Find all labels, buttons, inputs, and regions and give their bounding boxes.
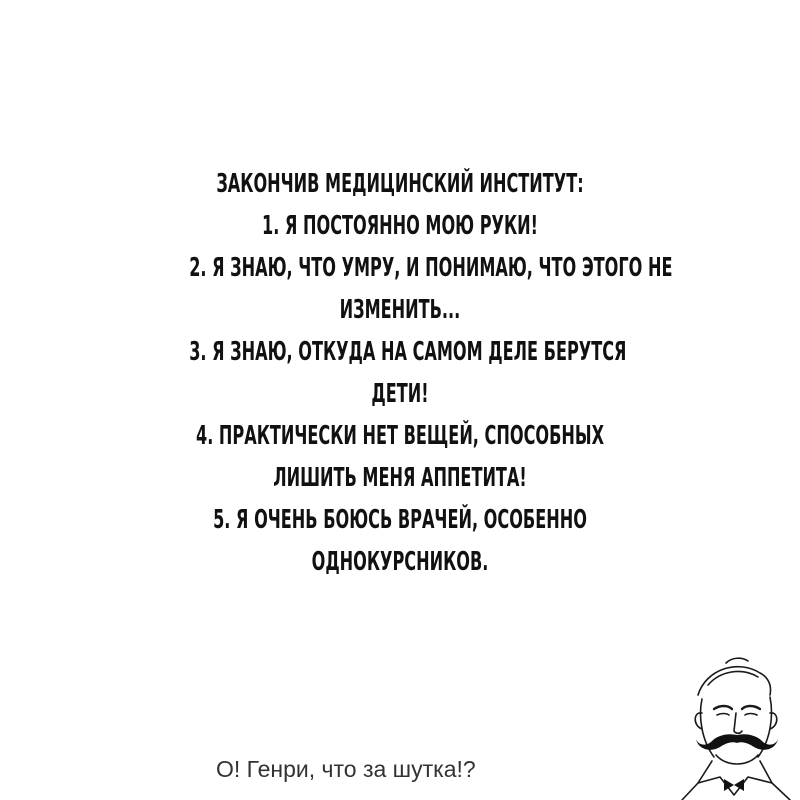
joke-line: ИЗМЕНИТЬ... xyxy=(339,295,461,325)
joke-line: ЗАКОНЧИВ МЕДИЦИНСКИЙ ИНСТИТУТ: xyxy=(216,169,584,199)
joke-line: 3. Я ЗНАЮ, ОТКУДА НА САМОМ ДЕЛЕ БЕРУТСЯ xyxy=(189,337,627,367)
joke-line: 5. Я ОЧЕНЬ БОЮСЬ ВРАЧЕЙ, ОСОБЕННО xyxy=(213,505,587,535)
joke-line: 4. ПРАКТИЧЕСКИ НЕТ ВЕЩЕЙ, СПОСОБНЫХ xyxy=(195,421,605,451)
mustached-gentleman-portrait-icon xyxy=(668,655,800,800)
joke-line: 2. Я ЗНАЮ, ЧТО УМРУ, И ПОНИМАЮ, ЧТО ЭТОГО НЕ xyxy=(189,253,673,283)
joke-line: 1. Я ПОСТОЯННО МОЮ РУКИ! xyxy=(262,211,538,241)
joke-line: ДЕТИ! xyxy=(371,379,429,409)
signature-caption: О! Генри, что за шутка!? xyxy=(216,756,476,782)
joke-line: ОДНОКУРСНИКОВ. xyxy=(311,547,489,577)
joke-text-block xyxy=(189,163,673,583)
joke-line: ЛИШИТЬ МЕНЯ АППЕТИТА! xyxy=(273,463,527,493)
